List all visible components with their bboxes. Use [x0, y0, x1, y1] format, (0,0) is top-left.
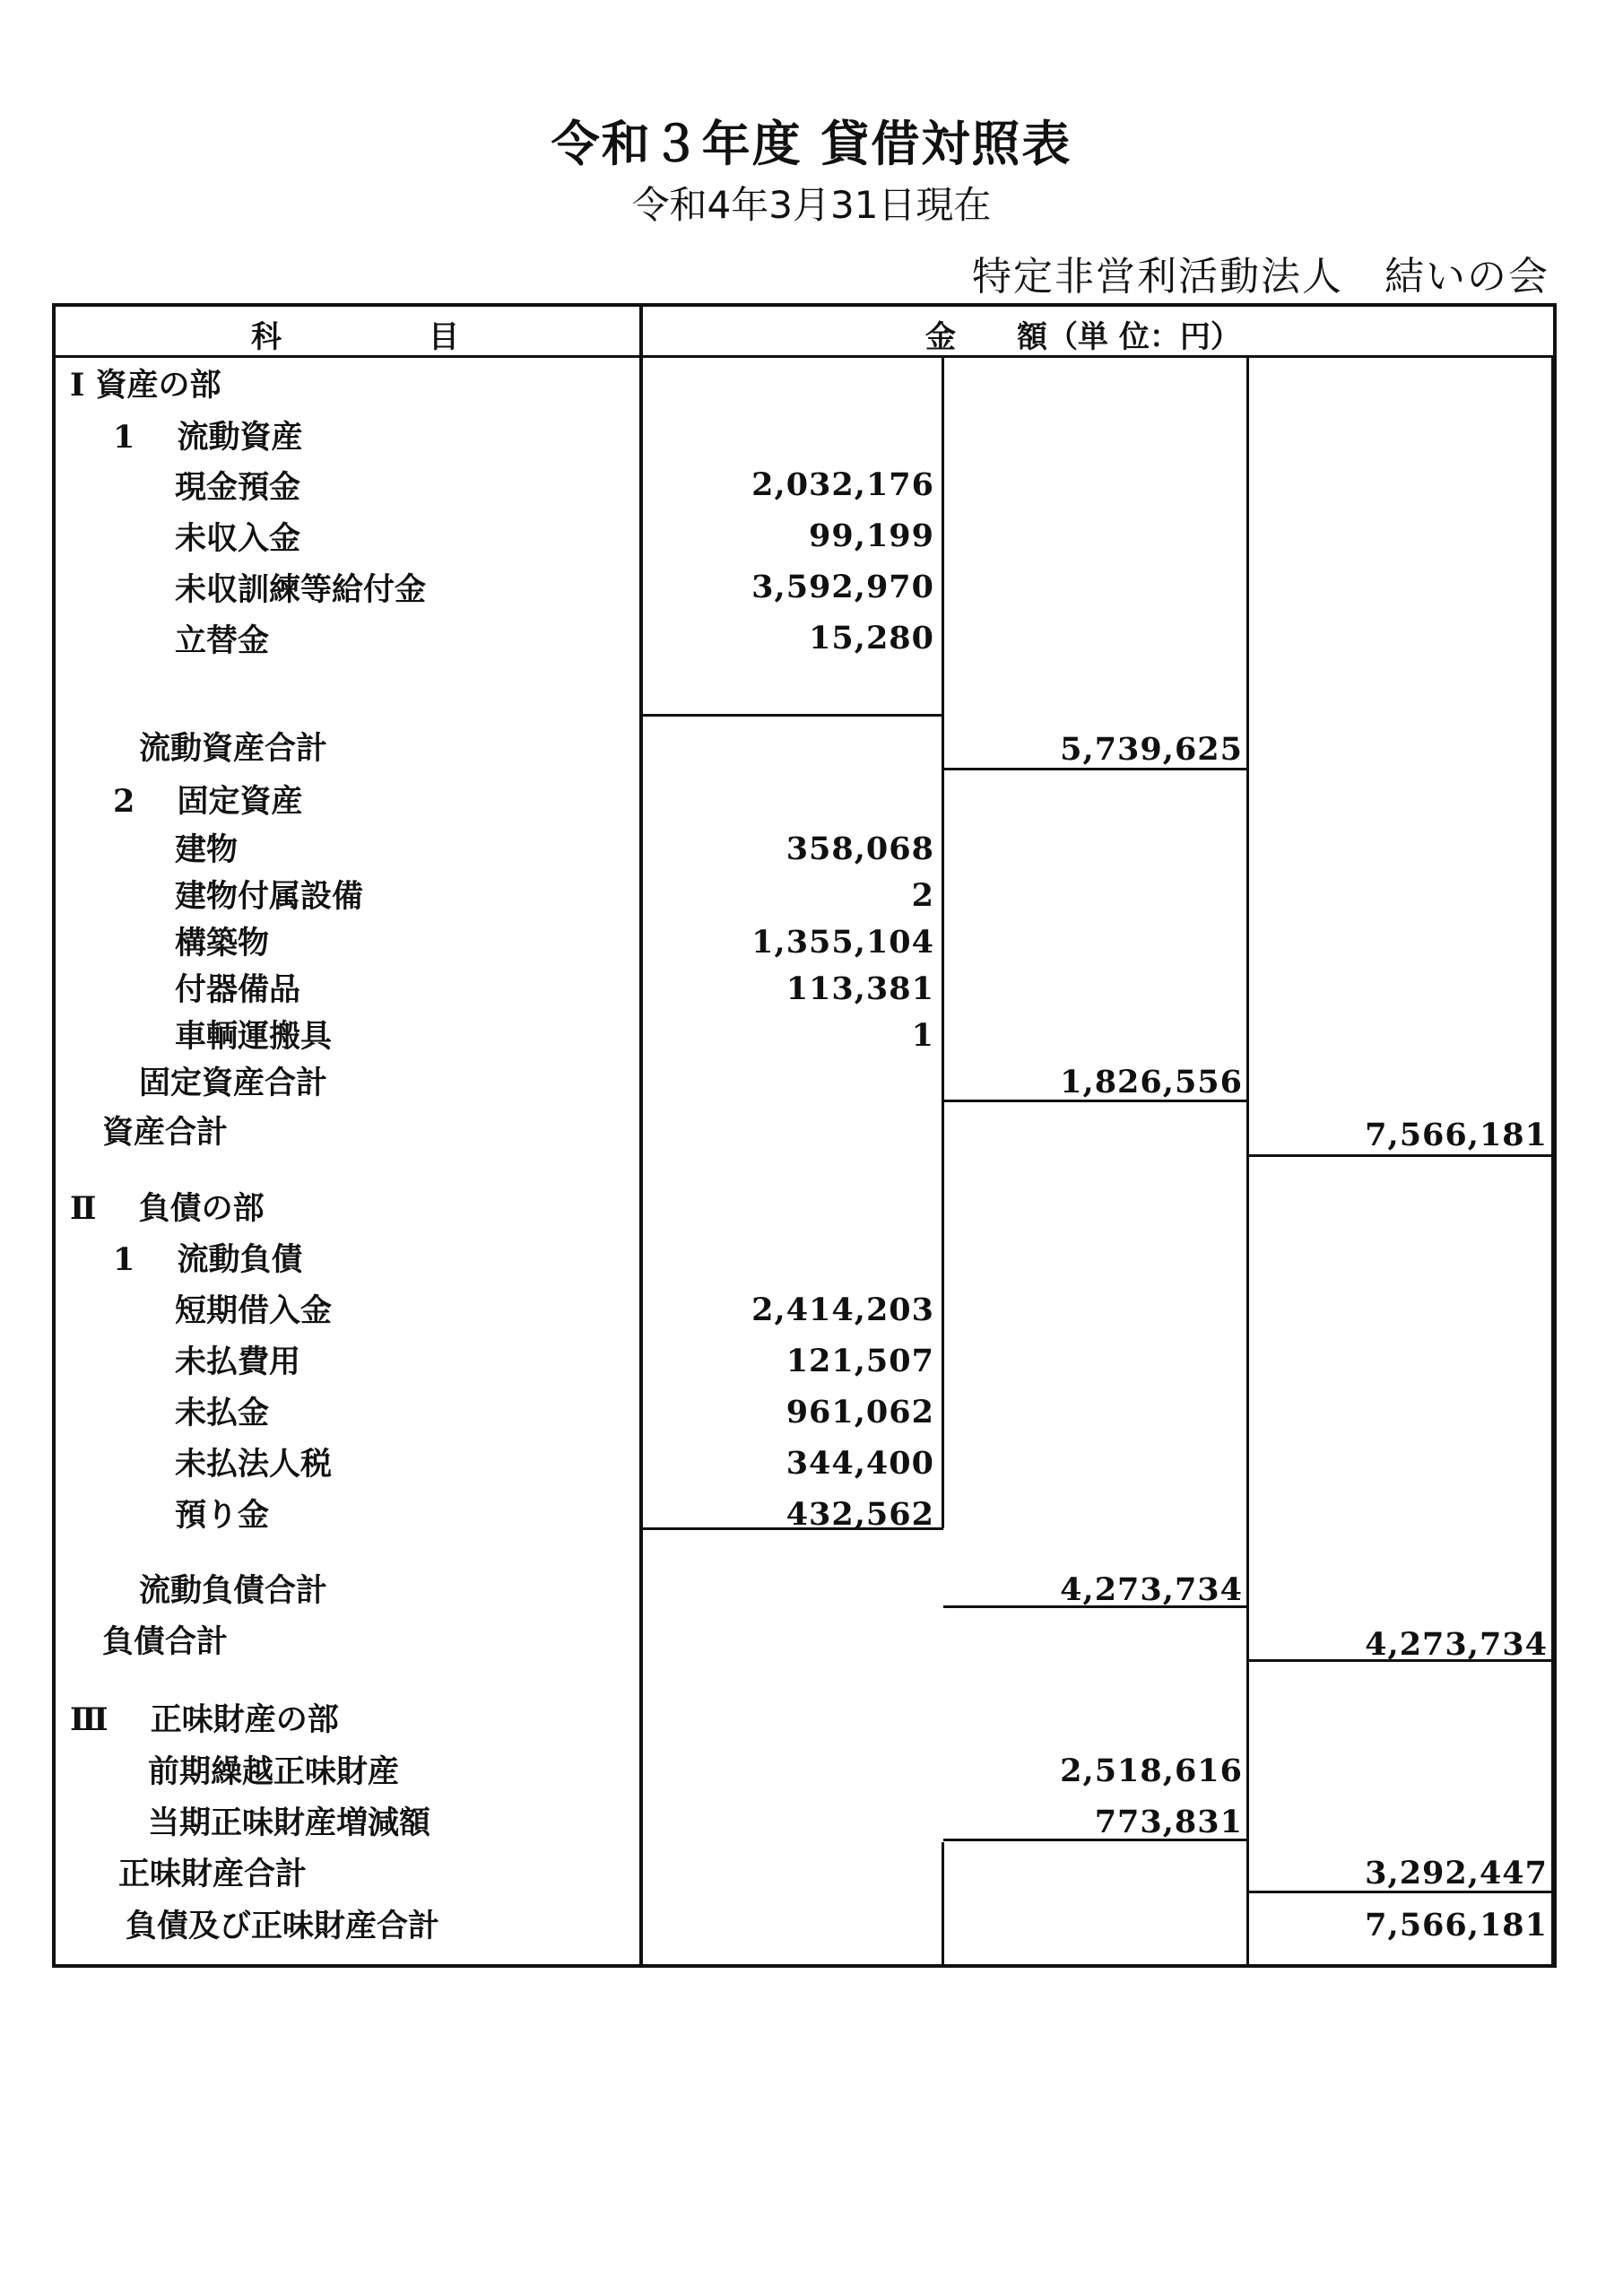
current-assets-total-label: 流動資産合計 — [139, 730, 328, 767]
assets-total-label: 資産合計 — [102, 1114, 229, 1151]
accounts-payable-label: 未払金 — [175, 1395, 270, 1431]
column-divider-1b — [942, 1842, 944, 1968]
deposits-received-label: 預り金 — [175, 1497, 270, 1534]
as-of-date: 令和4年3月31日現在 — [631, 183, 992, 227]
building-equipment-value: 2 — [911, 877, 934, 914]
net-assets-section-heading: Ⅲ 正味財産の部 — [70, 1701, 339, 1738]
short-term-loans-label: 短期借入金 — [175, 1292, 333, 1329]
net-assets-total-value: 3,292,447 — [1365, 1855, 1548, 1892]
assets-section-heading: Ⅰ 資産の部 — [70, 367, 221, 404]
net-assets-brought-forward-value: 2,518,616 — [1060, 1752, 1243, 1789]
liabilities-total-label: 負債合計 — [102, 1623, 229, 1660]
building-equipment-label: 建物付属設備 — [175, 878, 364, 915]
cash-label: 現金預金 — [175, 469, 301, 506]
column-divider-2 — [1246, 357, 1249, 1968]
subject-column-divider — [639, 303, 643, 1968]
rule-current-assets-total — [943, 768, 1247, 770]
vehicles-value: 1 — [911, 1017, 934, 1054]
advances-label: 立替金 — [175, 622, 270, 659]
net-assets-change-label: 当期正味財産増減額 — [148, 1805, 431, 1841]
column-divider-3 — [1551, 357, 1554, 1968]
deposits-received-value: 432,562 — [785, 1496, 934, 1533]
fixed-assets-total-label: 固定資産合計 — [139, 1065, 328, 1101]
current-assets-heading: 1 流動資産 — [113, 419, 303, 456]
current-liabilities-total-label: 流動負債合計 — [139, 1572, 328, 1609]
advances-value: 15,280 — [809, 620, 934, 657]
accrued-income-value: 99,199 — [809, 517, 934, 554]
header-subject-left: 科 — [251, 319, 282, 355]
accrued-income-label: 未収入金 — [175, 520, 301, 557]
liabilities-and-net-assets-total-value: 7,566,181 — [1365, 1907, 1548, 1944]
liabilities-total-value: 4,273,734 — [1365, 1626, 1548, 1663]
cash-value: 2,032,176 — [751, 466, 934, 503]
fixed-assets-heading: 2 固定資産 — [113, 783, 303, 820]
rule-current-assets-subtotal — [642, 714, 943, 717]
assets-total-value: 7,566,181 — [1365, 1117, 1548, 1153]
fixtures-value: 113,381 — [785, 970, 934, 1007]
short-term-loans-value: 2,414,203 — [751, 1292, 934, 1328]
corporate-tax-payable-value: 344,400 — [785, 1445, 934, 1482]
net-assets-brought-forward-label: 前期繰越正味財産 — [148, 1753, 400, 1790]
fixed-assets-total-value: 1,826,556 — [1060, 1064, 1243, 1100]
accrued-expenses-value: 121,507 — [785, 1343, 934, 1379]
current-liabilities-heading: 1 流動負債 — [113, 1241, 303, 1278]
document-title: 令和３年度 貸借対照表 — [551, 115, 1072, 172]
organization-name: 特定非営利活動法人 結いの会 — [972, 254, 1549, 300]
accrued-expenses-label: 未払費用 — [175, 1344, 301, 1380]
buildings-value: 358,068 — [785, 831, 934, 867]
header-subject-right: 目 — [429, 319, 459, 355]
liabilities-section-heading: Ⅱ 負債の部 — [70, 1190, 265, 1227]
header-amount: 金 額（単 位：円） — [925, 319, 1241, 355]
fixtures-label: 付器備品 — [175, 971, 301, 1008]
rule-assets-total — [1248, 1154, 1552, 1157]
net-assets-change-value: 773,831 — [1094, 1804, 1243, 1840]
accounts-payable-value: 961,062 — [785, 1394, 934, 1431]
buildings-label: 建物 — [175, 831, 239, 868]
corporate-tax-payable-label: 未払法人税 — [175, 1446, 333, 1483]
current-liabilities-total-value: 4,273,734 — [1060, 1571, 1243, 1608]
column-divider-1a — [942, 357, 944, 1528]
structures-value: 1,355,104 — [751, 924, 934, 961]
vehicles-label: 車輌運搬具 — [175, 1018, 333, 1055]
structures-label: 構築物 — [175, 925, 270, 961]
net-assets-total-label: 正味財産合計 — [118, 1856, 308, 1892]
current-assets-total-value: 5,739,625 — [1060, 731, 1243, 768]
liabilities-and-net-assets-total-label: 負債及び正味財産合計 — [126, 1908, 440, 1944]
training-benefit-receivable-label: 未収訓練等給付金 — [175, 571, 427, 608]
training-benefit-receivable-value: 3,592,970 — [751, 569, 934, 605]
